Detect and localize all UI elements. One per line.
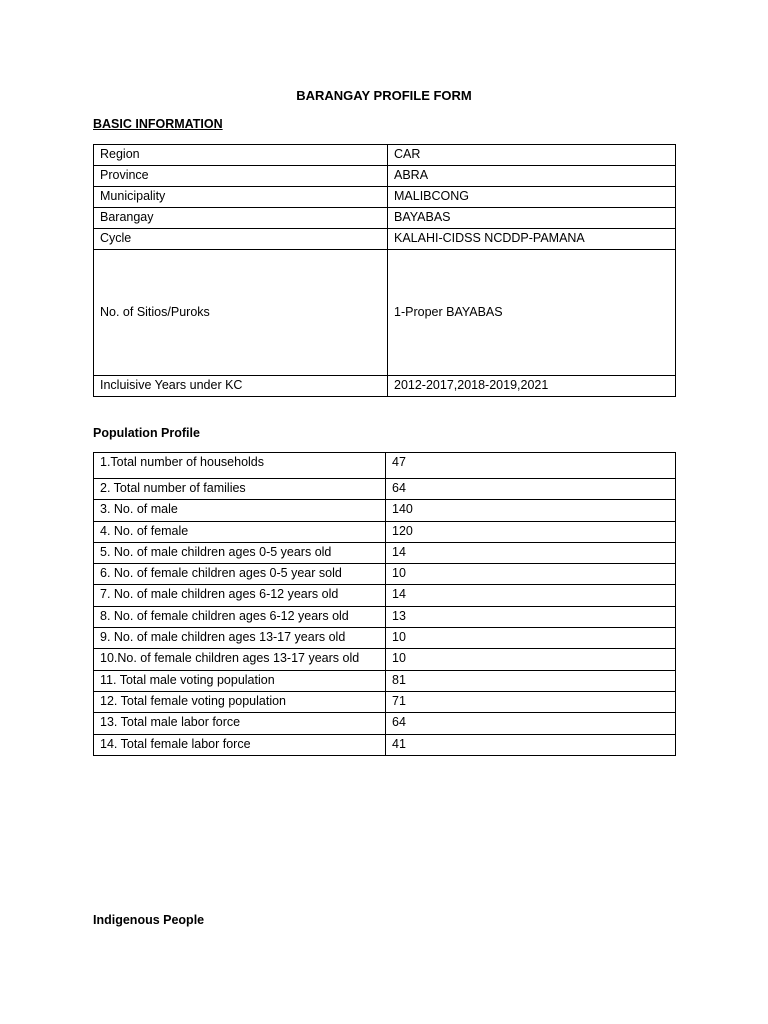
- row-label: 5. No. of male children ages 0-5 years old: [94, 542, 386, 563]
- row-label: 12. Total female voting population: [94, 691, 386, 712]
- municipality-value: MALIBCONG: [388, 187, 676, 208]
- row-value: 81: [386, 670, 676, 691]
- table-row: [94, 166, 676, 187]
- row-label: 8. No. of female children ages 6-12 years old: [94, 606, 386, 627]
- province-label: Province: [94, 166, 388, 187]
- row-label: 1.Total number of households: [94, 453, 386, 479]
- municipality-label: Municipality: [94, 187, 388, 208]
- sitios-label: No. of Sitios/Puroks: [94, 250, 388, 376]
- table-row: [94, 250, 676, 376]
- row-label: 3. No. of male: [94, 500, 386, 521]
- inclusive-years-label: Incluisive Years under KC: [94, 376, 388, 397]
- table-row: [94, 713, 676, 734]
- table-row: [94, 229, 676, 250]
- table-row: [94, 145, 676, 166]
- table-row: [94, 606, 676, 627]
- row-label: 13. Total male labor force: [94, 713, 386, 734]
- inclusive-years-value: 2012-2017,2018-2019,2021: [388, 376, 676, 397]
- row-label: 14. Total female labor force: [94, 734, 386, 755]
- basic-information-table: [93, 144, 676, 397]
- table-row: [94, 376, 676, 397]
- barangay-value: BAYABAS: [388, 208, 676, 229]
- row-label: 2. Total number of families: [94, 479, 386, 500]
- table-row: [94, 691, 676, 712]
- sitios-value: 1-Proper BAYABAS: [388, 250, 676, 376]
- page-title: BARANGAY PROFILE FORM: [296, 88, 472, 103]
- indigenous-people-heading: Indigenous People: [93, 913, 205, 927]
- row-value: 140: [386, 500, 676, 521]
- table-row: [94, 542, 676, 563]
- province-value: ABRA: [388, 166, 676, 187]
- table-row: [94, 208, 676, 229]
- table-row: [94, 649, 676, 670]
- population-profile-table: [93, 452, 676, 756]
- row-value: 71: [386, 691, 676, 712]
- row-value: 10: [386, 628, 676, 649]
- region-value: CAR: [388, 145, 676, 166]
- row-value: 41: [386, 734, 676, 755]
- barangay-label: Barangay: [94, 208, 388, 229]
- row-label: 10.No. of female children ages 13-17 years old: [94, 649, 386, 670]
- row-value: 13: [386, 606, 676, 627]
- row-value: 120: [386, 521, 676, 542]
- table-row: [94, 670, 676, 691]
- table-row: [94, 479, 676, 500]
- population-profile-heading: Population Profile: [93, 426, 200, 440]
- row-label: 11. Total male voting population: [94, 670, 386, 691]
- table-row: [94, 734, 676, 755]
- table-row: [94, 500, 676, 521]
- table-row: [94, 453, 676, 479]
- table-row: [94, 585, 676, 606]
- row-label: 6. No. of female children ages 0-5 year sold: [94, 564, 386, 585]
- table-row: [94, 564, 676, 585]
- cycle-value: KALAHI-CIDSS NCDDP-PAMANA: [388, 229, 676, 250]
- region-label: Region: [94, 145, 388, 166]
- row-value: 14: [386, 585, 676, 606]
- row-value: 10: [386, 649, 676, 670]
- row-value: 47: [386, 453, 676, 479]
- row-label: 7. No. of male children ages 6-12 years old: [94, 585, 386, 606]
- table-row: [94, 187, 676, 208]
- row-label: 9. No. of male children ages 13-17 years old: [94, 628, 386, 649]
- table-row: [94, 521, 676, 542]
- row-value: 10: [386, 564, 676, 585]
- cycle-label: Cycle: [94, 229, 388, 250]
- basic-information-heading: BASIC INFORMATION: [93, 117, 223, 131]
- row-value: 14: [386, 542, 676, 563]
- table-row: [94, 628, 676, 649]
- row-value: 64: [386, 713, 676, 734]
- row-label: 4. No. of female: [94, 521, 386, 542]
- row-value: 64: [386, 479, 676, 500]
